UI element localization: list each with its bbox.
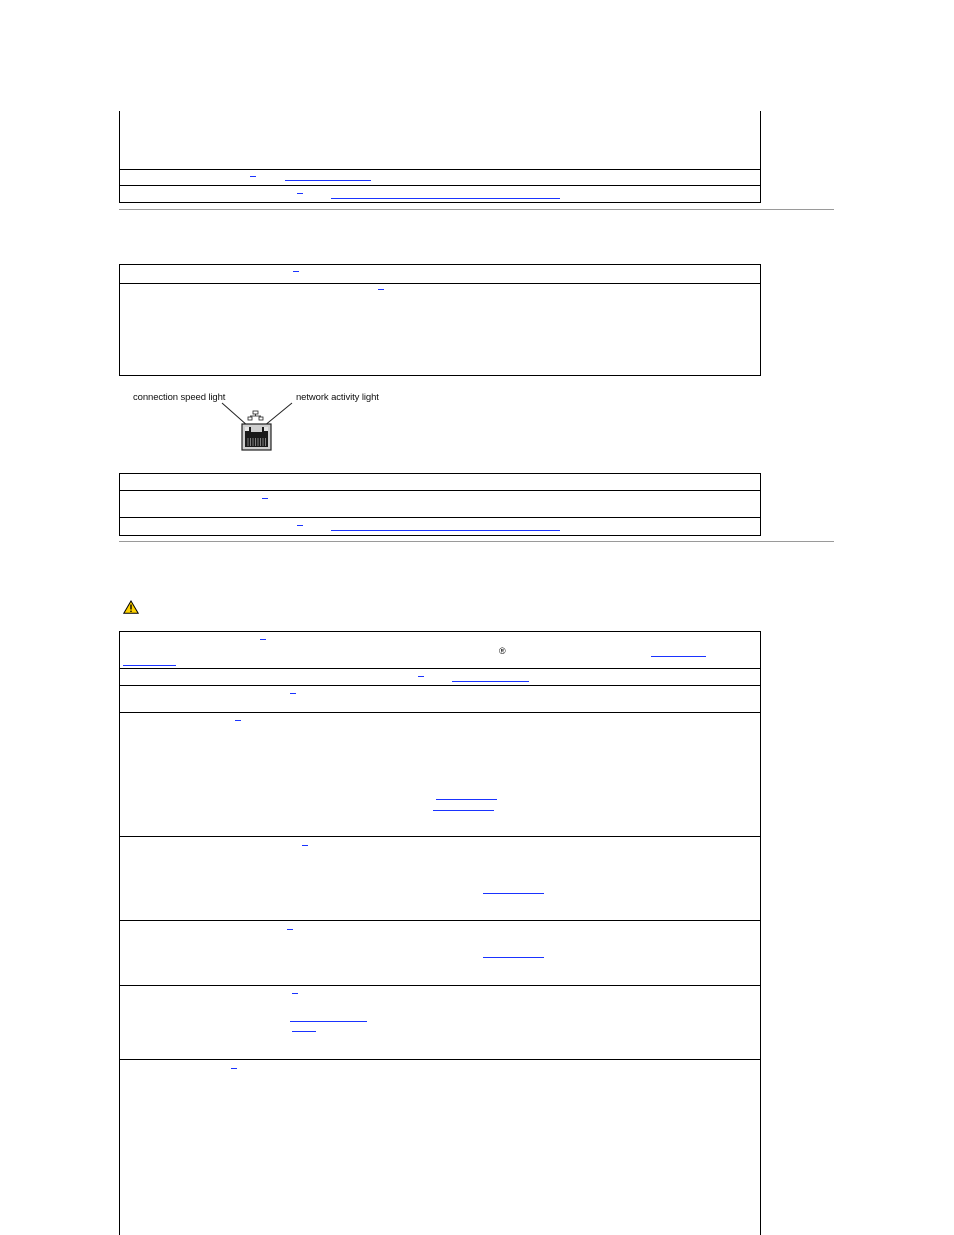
anchor-mark[interactable] xyxy=(378,289,384,290)
table-row-divider xyxy=(119,920,761,921)
registered-symbol: ® xyxy=(499,646,506,656)
link-underline[interactable] xyxy=(123,665,176,666)
network-table-row-divider xyxy=(119,283,761,284)
anchor-mark[interactable] xyxy=(292,993,298,994)
table-row-divider xyxy=(119,1059,761,1060)
anchor-mark[interactable] xyxy=(250,176,256,177)
link-underline[interactable] xyxy=(436,799,497,800)
table-row-divider xyxy=(119,668,761,669)
top-table xyxy=(119,111,761,203)
section-rule xyxy=(119,209,834,210)
network-activity-light-label: network activity light xyxy=(296,392,379,403)
link-underline[interactable] xyxy=(290,1021,367,1022)
section-rule xyxy=(119,541,834,542)
top-table-row-divider xyxy=(119,185,761,186)
anchor-mark[interactable] xyxy=(231,1068,237,1069)
anchor-mark[interactable] xyxy=(260,639,266,640)
top-table-row-divider xyxy=(119,169,761,170)
table-row-divider xyxy=(119,985,761,986)
anchor-mark[interactable] xyxy=(302,845,308,846)
table-row-divider xyxy=(119,836,761,837)
connection-speed-light-label: connection speed light xyxy=(133,392,226,403)
link-underline[interactable] xyxy=(483,957,544,958)
table-row-divider xyxy=(119,712,761,713)
network-jack-icon xyxy=(218,400,298,454)
network-table xyxy=(119,264,761,376)
link-underline[interactable] xyxy=(331,198,560,199)
anchor-mark[interactable] xyxy=(290,693,296,694)
link-underline[interactable] xyxy=(433,810,494,811)
link-underline[interactable] xyxy=(285,180,371,181)
anchor-mark[interactable] xyxy=(235,720,241,721)
anchor-mark[interactable] xyxy=(297,525,303,526)
link-underline[interactable] xyxy=(483,893,544,894)
link-underline[interactable] xyxy=(331,530,560,531)
link-underline[interactable] xyxy=(651,656,706,657)
lights-table-row-divider xyxy=(119,517,761,518)
table-row-divider xyxy=(119,685,761,686)
anchor-mark[interactable] xyxy=(418,676,424,677)
link-underline[interactable] xyxy=(292,1031,316,1032)
caution-triangle-icon xyxy=(123,600,139,614)
anchor-mark[interactable] xyxy=(262,498,268,499)
anchor-mark[interactable] xyxy=(293,271,299,272)
lights-table-row-divider xyxy=(119,490,761,491)
lights-table xyxy=(119,473,761,536)
anchor-mark[interactable] xyxy=(297,193,303,194)
anchor-mark[interactable] xyxy=(287,929,293,930)
link-underline[interactable] xyxy=(452,681,529,682)
troubleshooting-table xyxy=(119,631,761,1235)
